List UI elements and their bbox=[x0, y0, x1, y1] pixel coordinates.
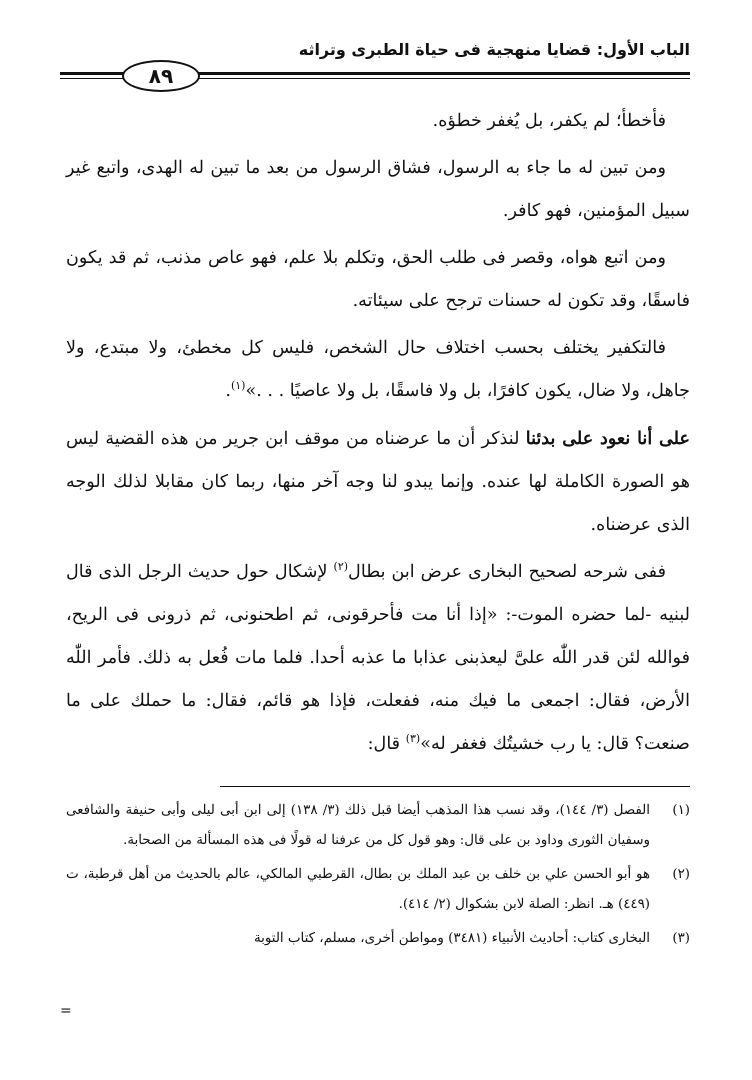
paragraph-6-c: قال: bbox=[367, 734, 406, 754]
paragraph-5 bbox=[66, 417, 690, 547]
paragraph-5-lead: على أنا نعود على بدئنا bbox=[525, 428, 690, 449]
footnote-2 bbox=[66, 860, 690, 920]
paragraph-5-text: لنذكر أن ما عرضناه من موقف ابن جرير من هذه القضية ليس هو الصورة الكاملة لها عنده. وإنما يبدو لنا وجه آخر منها، ربما كان مقابلا لذلك الوجه الذى عرضناه. bbox=[66, 429, 690, 535]
footnote-text: البخارى كتاب: أحاديث الأنبياء (٣٤٨١) ومواطن أخرى، مسلم، كتاب التوبة bbox=[253, 931, 650, 946]
paragraph-6-b: لإشكال حول حديث الرجل الذى قال لبنيه -لما حضره الموت-: «إذا أنا مت فأحرقونى، ثم اطحنونى، ثم ذرونى فى الريح، فوالله لئن قدر اللّٰه علىَّ ليعذبنى عذابا ما عذبه أحدا. فلما مات فُعل به ذلك. فأمر اللّٰه الأرض، فقال: اجمعى ما فيك منه، ففعلت، فإذا هو قائم، فقال: ما حملك على ما صنعت؟ قال: يا رب خشيتُك فغفر له» bbox=[66, 562, 690, 754]
footnotes bbox=[66, 796, 690, 958]
footnote-ref-2: (٢) bbox=[333, 560, 349, 574]
page-number: ٨٩ bbox=[122, 60, 200, 92]
paragraph-1: فأخطأ؛ لم يكفر، بل يُغفر خطؤه. bbox=[432, 111, 666, 131]
footnote-ref-1: (١) bbox=[230, 379, 246, 393]
paragraph-3: ومن اتبع هواه، وقصر فى طلب الحق، وتكلم بلا علم، فهو عاص مذنب، ثم قد يكون فاسقًا، وقد تكون له حسنات ترجح على سيئاته. bbox=[66, 248, 690, 311]
running-title: الباب الأول: قضايا منهجية فى حياة الطبرى وتراثه bbox=[298, 40, 690, 59]
paragraph-4-text: فالتكفير يختلف بحسب اختلاف حال الشخص، فليس كل مخطئ، ولا مبتدع، ولا جاهل، ولا ضال، يكون كافرًا، بل ولا فاسقًا، بل ولا عاصيًا . . .» bbox=[66, 338, 690, 401]
footnote-1 bbox=[66, 796, 690, 856]
footnote-mark: (٣) bbox=[672, 931, 690, 946]
paragraph-4-end: . bbox=[225, 381, 231, 401]
footnote-3 bbox=[66, 924, 690, 954]
footnote-ref-3: (٣) bbox=[405, 732, 421, 746]
paragraph-2: ومن تبين له ما جاء به الرسول، فشاق الرسول من بعد ما تبين له الهدى، واتبع غير سبيل المؤمنين، فهو كافر. bbox=[66, 158, 690, 221]
footnote-mark: (٢) bbox=[672, 867, 690, 882]
continuation-mark: = bbox=[60, 1003, 72, 1019]
footnote-mark: (١) bbox=[672, 803, 690, 818]
footnote-rule bbox=[220, 786, 690, 787]
paragraph-6-a: ففى شرحه لصحيح البخارى عرض ابن بطال bbox=[348, 562, 666, 582]
footnote-text: الفصل (٣/ ١٤٤)، وقد نسب هذا المذهب أيضا قبل ذلك (٣/ ١٣٨) إلى ابن أبى ليلى وأبى حنيفة والشافعى وسفيان الثورى وداود بن على قال: وهو قول كل من عرفنا له قولًا فى هذه المسألة من الصحابة. bbox=[66, 803, 650, 848]
paragraph-4 bbox=[66, 327, 690, 413]
main-text bbox=[66, 100, 690, 770]
footnote-text: هو أبو الحسن علي بن خلف بن عبد الملك بن بطال، القرطبي المالكي، عالم بالحديث من أهل قرطبة، ت (٤٤٩) هـ. انظر: الصلة لابن بشكوال (٢/ ٤١٤). bbox=[66, 867, 650, 912]
paragraph-6 bbox=[66, 551, 690, 766]
